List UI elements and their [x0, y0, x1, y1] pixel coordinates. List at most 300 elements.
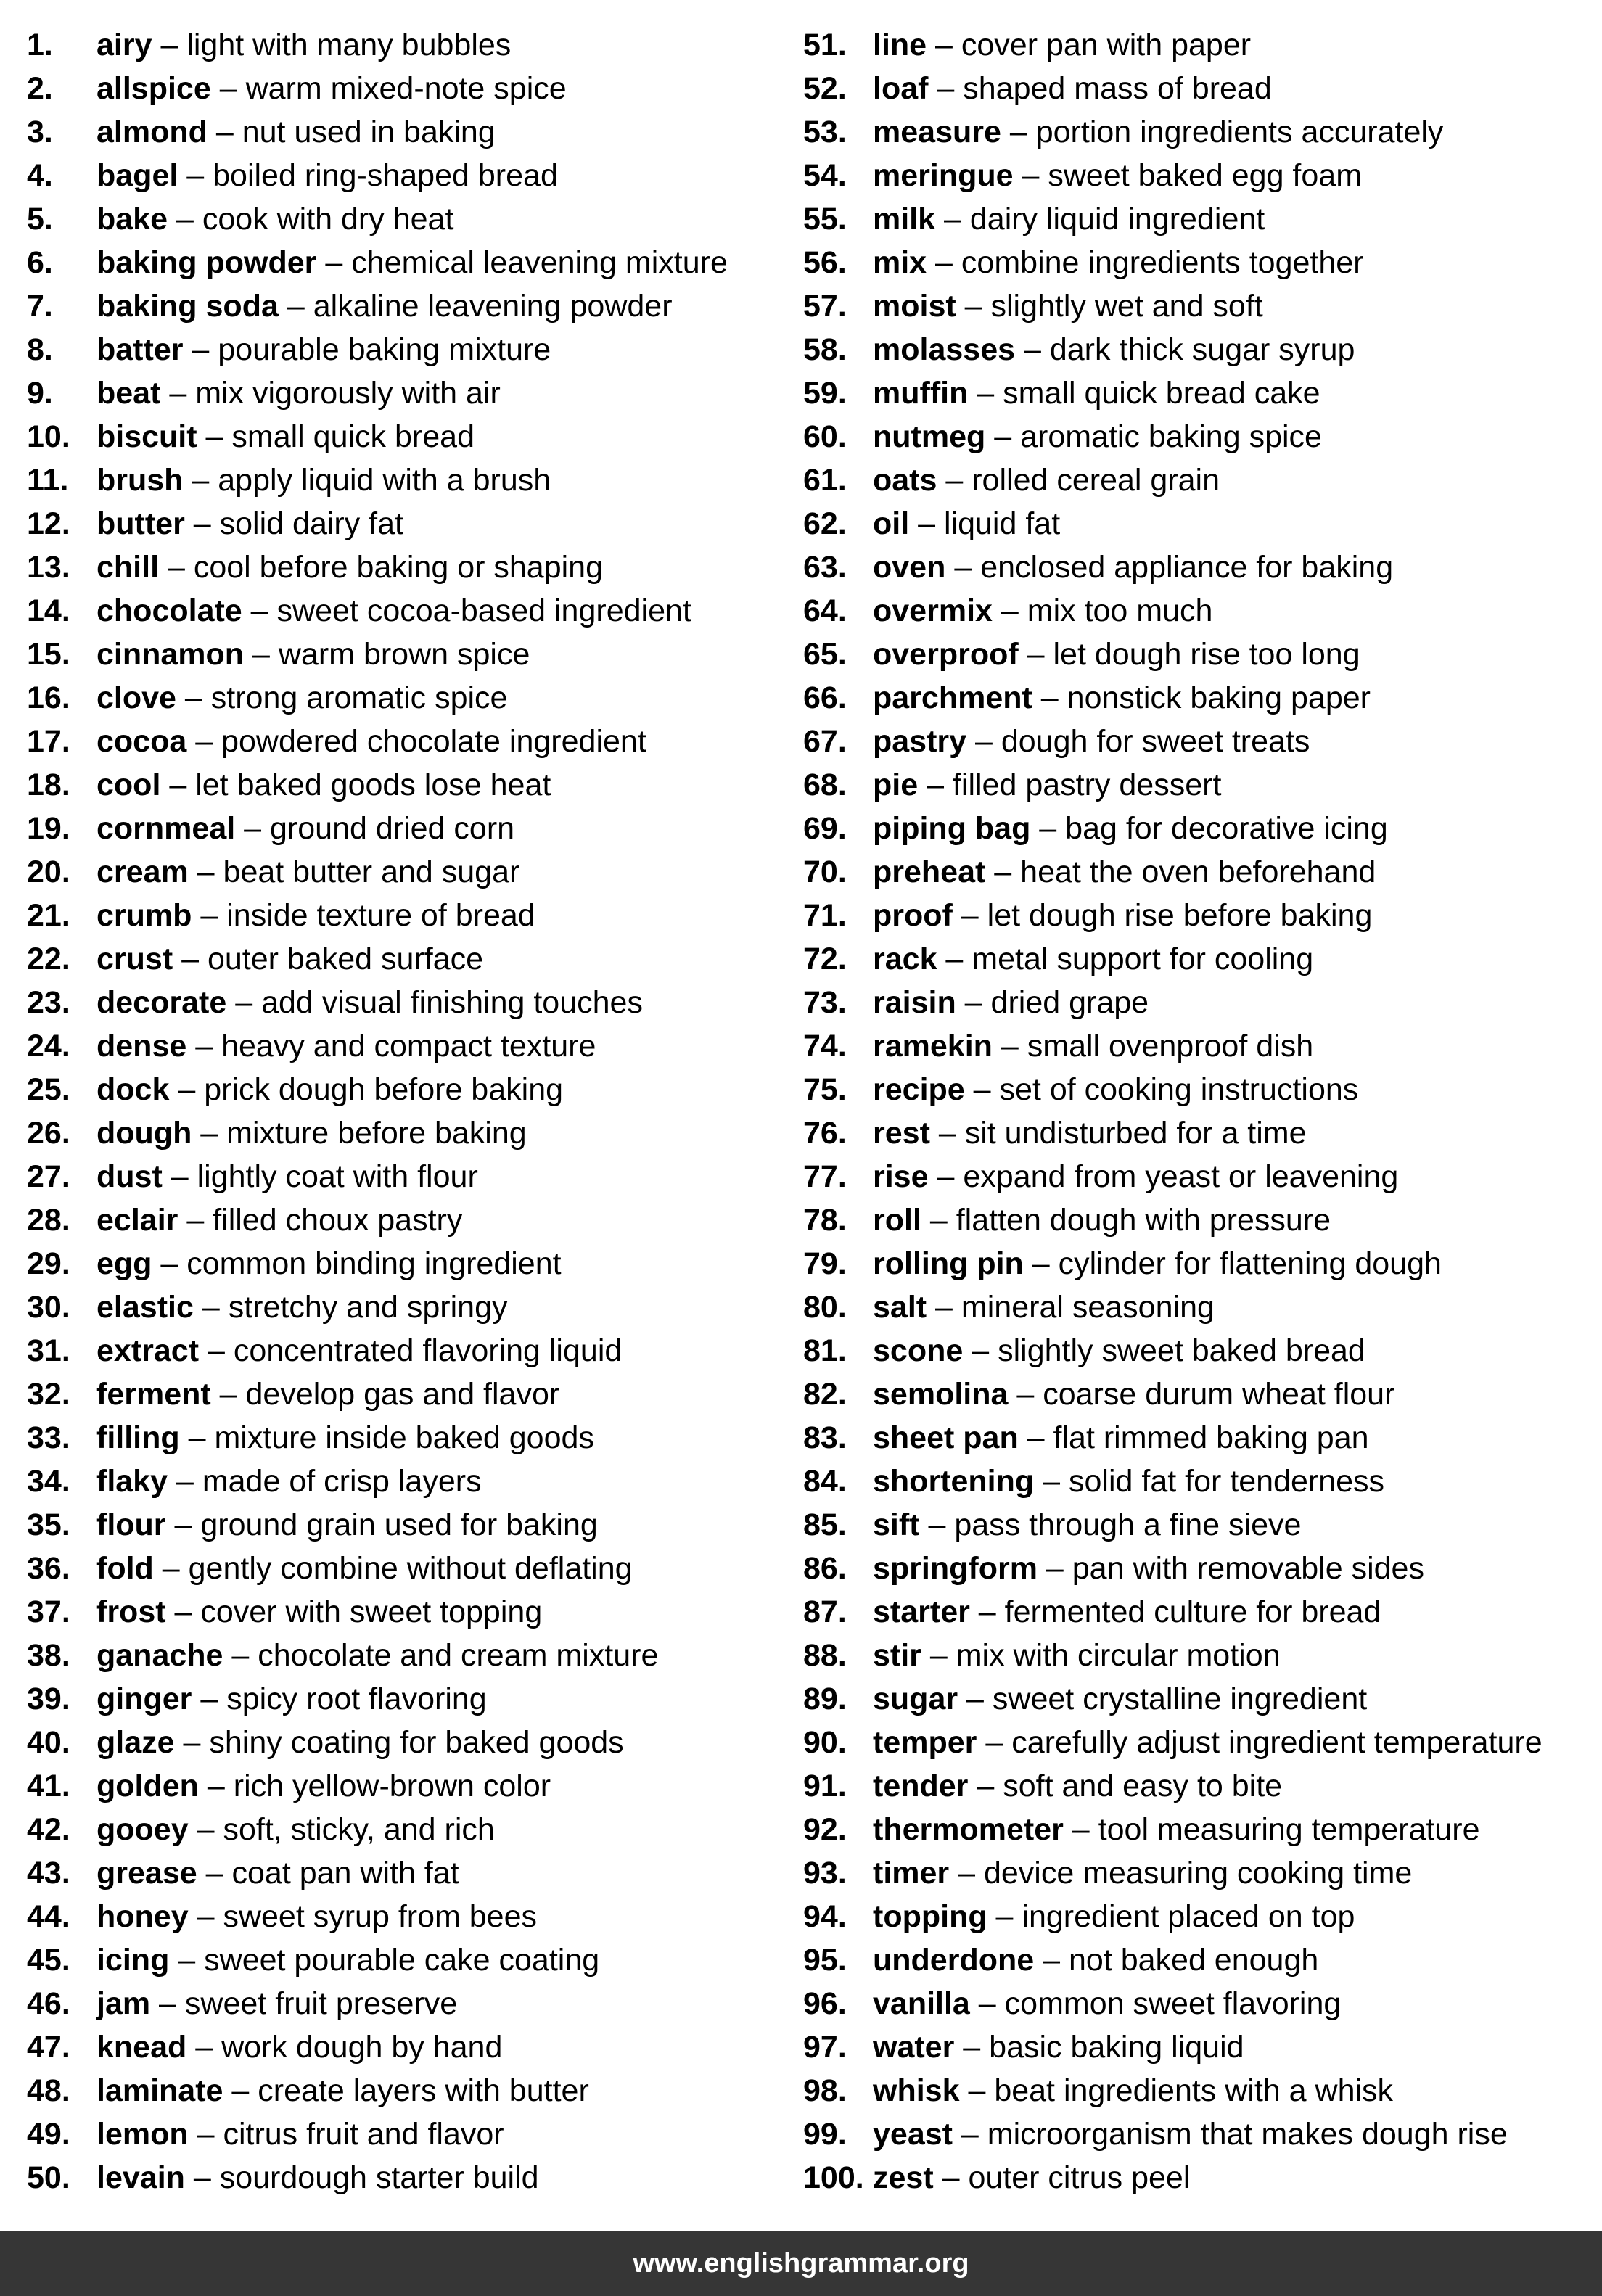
- item-definition: beat butter and sugar: [223, 855, 520, 889]
- item-definition: sweet crystalline ingredient: [992, 1682, 1368, 1716]
- item-number: 77.: [803, 1159, 847, 1194]
- item-term: cool: [96, 768, 161, 802]
- item-separator: –: [160, 768, 196, 802]
- list-item: [803, 546, 1543, 589]
- footer-banner: [0, 2231, 1602, 2296]
- item-term: crust: [96, 942, 173, 976]
- item-definition: spicy root flavoring: [226, 1682, 487, 1716]
- item-definition: strong aromatic spice: [210, 680, 508, 715]
- list-item: [27, 110, 728, 154]
- item-definition: common sweet flavoring: [1004, 1986, 1342, 2021]
- item-term: rack: [873, 942, 937, 976]
- item-number: 40.: [27, 1725, 70, 1760]
- item-term: starter: [873, 1595, 970, 1629]
- item-number: 65.: [803, 637, 847, 672]
- item-number: 47.: [27, 2030, 70, 2065]
- item-number: 50.: [27, 2160, 70, 2195]
- list-item: [803, 23, 1543, 67]
- item-separator: –: [921, 1638, 956, 1673]
- list-item: [27, 2025, 728, 2069]
- item-definition: powdered chocolate ingredient: [221, 724, 646, 759]
- item-separator: –: [223, 2073, 258, 2108]
- item-number: 16.: [27, 680, 70, 715]
- item-separator: –: [954, 2030, 990, 2065]
- item-separator: –: [956, 985, 991, 1020]
- item-separator: –: [165, 1595, 201, 1629]
- item-number: 24.: [27, 1029, 70, 1063]
- item-separator: –: [928, 71, 964, 106]
- list-item: [27, 197, 728, 241]
- item-separator: –: [169, 1072, 205, 1107]
- item-number: 20.: [27, 855, 70, 889]
- item-term: cream: [96, 855, 189, 889]
- item-term: lemon: [96, 2117, 189, 2152]
- item-definition: mix vigorously with air: [195, 376, 501, 411]
- item-term: rise: [873, 1159, 929, 1194]
- item-separator: –: [153, 1551, 189, 1586]
- item-term: ramekin: [873, 1029, 993, 1063]
- list-item: [803, 1764, 1543, 1808]
- item-term: cocoa: [96, 724, 187, 759]
- item-term: dock: [96, 1072, 170, 1107]
- item-term: molasses: [873, 332, 1016, 367]
- item-term: grease: [96, 1856, 197, 1890]
- item-definition: outer baked surface: [207, 942, 484, 976]
- item-number: 37.: [27, 1595, 70, 1629]
- item-separator: –: [173, 942, 208, 976]
- item-term: preheat: [873, 855, 986, 889]
- item-definition: tool measuring temperature: [1098, 1812, 1480, 1847]
- list-item: [27, 1111, 728, 1155]
- item-definition: aromatic baking spice: [1020, 419, 1322, 454]
- vocabulary-list-left: [27, 23, 728, 2200]
- item-number: 59.: [803, 376, 847, 411]
- item-number: 44.: [27, 1899, 70, 1934]
- item-number: 28.: [27, 1203, 70, 1238]
- item-separator: –: [186, 724, 222, 759]
- item-term: brush: [96, 463, 184, 498]
- item-definition: mixture inside baked goods: [214, 1420, 594, 1455]
- item-number: 3.: [27, 115, 53, 149]
- item-term: sift: [873, 1507, 920, 1542]
- item-separator: –: [235, 811, 271, 846]
- item-definition: shiny coating for baked goods: [209, 1725, 624, 1760]
- item-term: shortening: [873, 1464, 1035, 1499]
- item-definition: let baked goods lose heat: [195, 768, 551, 802]
- item-number: 38.: [27, 1638, 70, 1673]
- item-term: water: [873, 2030, 955, 2065]
- item-separator: –: [160, 376, 196, 411]
- item-separator: –: [918, 768, 953, 802]
- item-term: semolina: [873, 1377, 1009, 1412]
- item-term: pie: [873, 768, 919, 802]
- list-item: [27, 937, 728, 981]
- item-separator: –: [992, 593, 1027, 628]
- item-separator: –: [1013, 158, 1048, 193]
- list-item: [803, 1068, 1543, 1111]
- list-item: [27, 850, 728, 894]
- list-item: [803, 1634, 1543, 1677]
- item-definition: sweet fruit preserve: [184, 1986, 458, 2021]
- item-term: temper: [873, 1725, 977, 1760]
- item-number: 83.: [803, 1420, 847, 1455]
- list-item: [27, 1068, 728, 1111]
- item-separator: –: [1018, 1420, 1053, 1455]
- list-item: [803, 1721, 1543, 1764]
- item-separator: –: [174, 1725, 210, 1760]
- item-term: milk: [873, 202, 936, 236]
- list-item: [27, 981, 728, 1024]
- item-number: 60.: [803, 419, 847, 454]
- item-number: 41.: [27, 1769, 70, 1803]
- item-term: dough: [96, 1116, 192, 1151]
- item-definition: metal support for cooling: [972, 942, 1314, 976]
- list-item: [803, 1111, 1543, 1155]
- item-number: 6.: [27, 245, 53, 280]
- list-item: [803, 2112, 1543, 2156]
- item-term: cornmeal: [96, 811, 236, 846]
- item-definition: carefully adjust ingredient temperature: [1011, 1725, 1543, 1760]
- item-number: 34.: [27, 1464, 70, 1499]
- item-number: 55.: [803, 202, 847, 236]
- list-item: [27, 807, 728, 850]
- list-item: [803, 763, 1543, 807]
- item-number: 7.: [27, 289, 53, 324]
- item-number: 89.: [803, 1682, 847, 1716]
- list-item: [27, 1938, 728, 1982]
- item-number: 90.: [803, 1725, 847, 1760]
- item-number: 12.: [27, 506, 70, 541]
- list-item: [27, 763, 728, 807]
- item-separator: –: [949, 1856, 984, 1890]
- item-number: 91.: [803, 1769, 847, 1803]
- item-definition: cover pan with paper: [961, 28, 1252, 62]
- item-separator: –: [183, 332, 218, 367]
- item-number: 73.: [803, 985, 847, 1020]
- item-number: 23.: [27, 985, 70, 1020]
- item-separator: –: [210, 71, 246, 106]
- item-term: ganache: [96, 1638, 223, 1673]
- item-term: elastic: [96, 1290, 194, 1325]
- item-term: knead: [96, 2030, 187, 2065]
- item-number: 10.: [27, 419, 70, 454]
- item-definition: ground dried corn: [270, 811, 515, 846]
- item-separator: –: [226, 985, 262, 1020]
- item-term: parchment: [873, 680, 1032, 715]
- item-term: fold: [96, 1551, 154, 1586]
- item-definition: slightly sweet baked bread: [998, 1333, 1365, 1368]
- item-term: honey: [96, 1899, 189, 1934]
- list-item: [27, 1416, 728, 1460]
- item-definition: solid dairy fat: [219, 506, 403, 541]
- list-item: [27, 328, 728, 371]
- item-term: chocolate: [96, 593, 242, 628]
- item-number: 79.: [803, 1246, 847, 1281]
- item-term: muffin: [873, 376, 969, 411]
- list-item: [803, 1547, 1543, 1590]
- list-item: [27, 1851, 728, 1895]
- item-number: 87.: [803, 1595, 847, 1629]
- item-definition: expand from yeast or leavening: [963, 1159, 1399, 1194]
- list-item: [27, 23, 728, 67]
- list-item: [803, 2069, 1543, 2112]
- list-item: [27, 633, 728, 676]
- item-number: 92.: [803, 1812, 847, 1847]
- item-term: proof: [873, 898, 953, 933]
- item-term: butter: [96, 506, 185, 541]
- item-term: line: [873, 28, 927, 62]
- item-term: baking soda: [96, 289, 279, 324]
- list-item: [27, 1198, 728, 1242]
- item-separator: –: [198, 1769, 234, 1803]
- list-item: [27, 1503, 728, 1547]
- item-term: crumb: [96, 898, 192, 933]
- item-definition: ingredient placed on top: [1022, 1899, 1355, 1934]
- list-item: [27, 1764, 728, 1808]
- list-item: [27, 67, 728, 110]
- item-term: rest: [873, 1116, 930, 1151]
- list-item: [27, 1982, 728, 2025]
- item-definition: dairy liquid ingredient: [969, 202, 1265, 236]
- item-term: oven: [873, 550, 946, 585]
- item-definition: basic baking liquid: [989, 2030, 1244, 2065]
- footer-website-link[interactable]: www.englishgrammar.org: [633, 2248, 969, 2279]
- item-definition: apply liquid with a brush: [218, 463, 551, 498]
- list-item: [803, 154, 1543, 197]
- item-number: 97.: [803, 2030, 847, 2065]
- item-separator: –: [958, 1682, 993, 1716]
- item-term: overproof: [873, 637, 1019, 672]
- item-definition: dark thick sugar syrup: [1049, 332, 1355, 367]
- item-definition: bag for decorative icing: [1065, 811, 1388, 846]
- item-number: 1.: [27, 28, 53, 62]
- item-term: baking powder: [96, 245, 317, 280]
- item-definition: light with many bubbles: [186, 28, 512, 62]
- item-term: tender: [873, 1769, 969, 1803]
- item-number: 98.: [803, 2073, 847, 2108]
- item-definition: sweet syrup from bees: [223, 1899, 538, 1934]
- item-number: 31.: [27, 1333, 70, 1368]
- item-separator: –: [929, 1116, 965, 1151]
- item-separator: –: [1063, 1812, 1098, 1847]
- item-term: loaf: [873, 71, 929, 106]
- item-term: clove: [96, 680, 176, 715]
- item-definition: nonstick baking paper: [1067, 680, 1371, 715]
- item-separator: –: [956, 289, 991, 324]
- item-number: 49.: [27, 2117, 70, 2152]
- item-term: moist: [873, 289, 956, 324]
- item-definition: coat pan with fat: [231, 1856, 459, 1890]
- item-separator: –: [188, 1899, 223, 1934]
- item-separator: –: [242, 593, 277, 628]
- list-item: [803, 1460, 1543, 1503]
- item-number: 88.: [803, 1638, 847, 1673]
- item-separator: –: [966, 724, 1001, 759]
- item-separator: –: [199, 1333, 234, 1368]
- item-definition: sweet baked egg foam: [1048, 158, 1363, 193]
- list-item: [27, 154, 728, 197]
- list-item: [803, 1198, 1543, 1242]
- list-item: [27, 1677, 728, 1721]
- item-separator: –: [945, 550, 981, 585]
- item-number: 66.: [803, 680, 847, 715]
- list-item: [27, 284, 728, 328]
- item-term: vanilla: [873, 1986, 970, 2021]
- item-term: icing: [96, 1943, 170, 1978]
- item-definition: flat rimmed baking pan: [1053, 1420, 1369, 1455]
- list-item: [27, 1460, 728, 1503]
- list-item: [27, 1155, 728, 1198]
- item-term: sugar: [873, 1682, 958, 1716]
- item-term: underdone: [873, 1943, 1035, 1978]
- item-term: salt: [873, 1290, 927, 1325]
- item-number: 39.: [27, 1682, 70, 1716]
- item-definition: dried grape: [990, 985, 1149, 1020]
- list-item: [27, 458, 728, 502]
- list-item: [803, 241, 1543, 284]
- item-definition: sweet cocoa-based ingredient: [276, 593, 691, 628]
- list-item: [27, 1547, 728, 1590]
- item-number: 2.: [27, 71, 53, 106]
- list-item: [803, 850, 1543, 894]
- item-separator: –: [1008, 1377, 1043, 1412]
- item-separator: –: [969, 1986, 1005, 2021]
- item-number: 61.: [803, 463, 847, 498]
- item-separator: –: [937, 463, 972, 498]
- item-separator: –: [1030, 811, 1066, 846]
- item-definition: concentrated flavoring liquid: [233, 1333, 623, 1368]
- list-item: [803, 284, 1543, 328]
- item-definition: solid fat for tenderness: [1068, 1464, 1385, 1499]
- item-number: 68.: [803, 768, 847, 802]
- list-item: [803, 589, 1543, 633]
- item-separator: –: [928, 1159, 964, 1194]
- item-number: 96.: [803, 1986, 847, 2021]
- item-definition: add visual finishing touches: [261, 985, 643, 1020]
- item-separator: –: [919, 1507, 955, 1542]
- item-term: yeast: [873, 2117, 953, 2152]
- list-item: [803, 1416, 1543, 1460]
- item-definition: mineral seasoning: [961, 1290, 1215, 1325]
- item-separator: –: [150, 1986, 185, 2021]
- list-item: [27, 1373, 728, 1416]
- item-definition: chemical leavening mixture: [351, 245, 728, 280]
- item-definition: alkaline leavening powder: [313, 289, 673, 324]
- item-term: airy: [96, 28, 152, 62]
- item-term: zest: [873, 2160, 934, 2195]
- list-item: [27, 1808, 728, 1851]
- item-definition: chocolate and cream mixture: [258, 1638, 659, 1673]
- item-term: meringue: [873, 158, 1014, 193]
- list-item: [27, 1329, 728, 1373]
- item-number: 53.: [803, 115, 847, 149]
- item-separator: –: [968, 376, 1003, 411]
- list-item: [803, 937, 1543, 981]
- list-item: [27, 502, 728, 546]
- item-number: 69.: [803, 811, 847, 846]
- item-separator: –: [184, 2160, 220, 2195]
- item-number: 52.: [803, 71, 847, 106]
- item-term: recipe: [873, 1072, 965, 1107]
- item-separator: –: [184, 506, 220, 541]
- item-term: overmix: [873, 593, 993, 628]
- item-number: 42.: [27, 1812, 70, 1847]
- item-separator: –: [197, 1856, 232, 1890]
- item-separator: –: [223, 1638, 258, 1673]
- item-number: 62.: [803, 506, 847, 541]
- item-definition: flatten dough with pressure: [956, 1203, 1331, 1238]
- item-separator: –: [935, 202, 970, 236]
- item-term: dust: [96, 1159, 163, 1194]
- item-number: 54.: [803, 158, 847, 193]
- list-item: [27, 2156, 728, 2200]
- item-number: 48.: [27, 2073, 70, 2108]
- item-definition: portion ingredients accurately: [1035, 115, 1444, 149]
- item-separator: –: [192, 898, 227, 933]
- item-separator: –: [192, 1116, 227, 1151]
- item-separator: –: [1037, 1551, 1072, 1586]
- item-separator: –: [963, 1333, 998, 1368]
- item-definition: fermented culture for bread: [1004, 1595, 1381, 1629]
- item-number: 82.: [803, 1377, 847, 1412]
- item-number: 72.: [803, 942, 847, 976]
- item-definition: warm mixed-note spice: [245, 71, 567, 106]
- item-number: 100.: [803, 2160, 864, 2195]
- list-item: [803, 1155, 1543, 1198]
- list-item: [27, 676, 728, 720]
- item-separator: –: [1018, 637, 1053, 672]
- item-term: biscuit: [96, 419, 197, 454]
- item-number: 78.: [803, 1203, 847, 1238]
- vocabulary-list-right: [803, 23, 1543, 2200]
- list-item: [27, 1634, 728, 1677]
- list-item: [803, 2156, 1543, 2200]
- item-definition: filled choux pastry: [213, 1203, 463, 1238]
- item-term: egg: [96, 1246, 152, 1281]
- item-term: timer: [873, 1856, 950, 1890]
- list-item: [803, 1808, 1543, 1851]
- item-definition: cook with dry heat: [202, 202, 454, 236]
- item-number: 63.: [803, 550, 847, 585]
- item-separator: –: [1034, 1464, 1069, 1499]
- list-item: [803, 1373, 1543, 1416]
- item-separator: –: [985, 419, 1021, 454]
- item-term: rolling pin: [873, 1246, 1024, 1281]
- item-definition: beat ingredients with a whisk: [994, 2073, 1394, 2108]
- list-item: [27, 2112, 728, 2156]
- list-item: [27, 1024, 728, 1068]
- item-number: 93.: [803, 1856, 847, 1890]
- item-number: 13.: [27, 550, 70, 585]
- list-item: [803, 1982, 1543, 2025]
- list-item: [27, 720, 728, 763]
- item-definition: cool before baking or shaping: [193, 550, 604, 585]
- list-item: [803, 502, 1543, 546]
- item-term: frost: [96, 1595, 166, 1629]
- item-number: 30.: [27, 1290, 70, 1325]
- item-definition: small quick bread cake: [1003, 376, 1320, 411]
- list-item: [27, 241, 728, 284]
- item-number: 74.: [803, 1029, 847, 1063]
- item-definition: lightly coat with flour: [197, 1159, 478, 1194]
- list-item: [803, 981, 1543, 1024]
- item-separator: –: [188, 1812, 223, 1847]
- list-item: [803, 67, 1543, 110]
- item-term: dense: [96, 1029, 187, 1063]
- item-definition: mixture before baking: [226, 1116, 527, 1151]
- item-term: ferment: [96, 1377, 211, 1412]
- item-number: 4.: [27, 158, 53, 193]
